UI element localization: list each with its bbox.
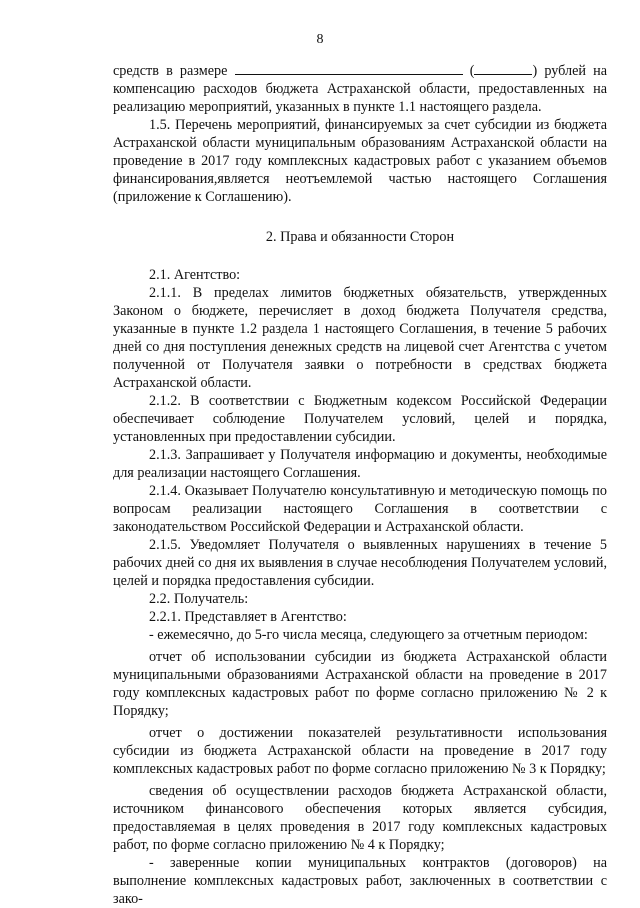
- section-title: 2. Права и обязанности Сторон: [265, 229, 455, 245]
- paragraph-2-1-1: 2.1.1. В пределах лимитов бюджетных обязательств, утвержденных Законом о бюджете, перечисляет в доход бюджета Получателя средства, указанные в пункте 1.2 раздела 1 настоящего Соглашения, в течение 5 рабочих дней со дня поступления денежных средств на лицевой счет Агентства с учетом полученной от Получателя заявки о потребности в средствах бюджета Астраханской области.: [113, 285, 607, 391]
- paragraph-2-2-1: 2.2.1. Представляет в Агентство:: [149, 609, 347, 625]
- page-number: 8: [316, 32, 324, 47]
- paragraph-expenses-info: сведения об осуществлении расходов бюджета Астраханской области, источником финансового обеспечения которых является субсидия, предоставляемая в целях проведения в 2017 году комплексных кадастровых работ, по форме согласно приложению № 4 к Порядку;: [113, 783, 607, 853]
- paragraph-report-usage: отчет об использовании субсидии из бюджета Астраханской области муниципальными образованиями Астраханской области на проведение в 2017 году комплексных кадастровых работ по форме согласно приложению № 2 к Порядку;: [113, 649, 607, 719]
- paragraph-contract-copies: - заверенные копии муниципальных контрактов (договоров) на выполнение комплексных кадастровых работ, заключенных в соответствии с зако-: [113, 855, 607, 907]
- paren-open: (: [469, 63, 475, 79]
- paragraph-2-1: 2.1. Агентство:: [149, 267, 241, 283]
- paragraph-monthly: - ежемесячно, до 5-го числа месяца, следующего за отчетным периодом:: [149, 627, 588, 643]
- amount-words-blank: [474, 62, 532, 75]
- paragraph-report-indicators: отчет о достижении показателей результативности использования субсидии из бюджета Астраханской области на проведение в 2017 году комплексных кадастровых работ по форме согласно приложению № 3 к Порядку;: [113, 725, 607, 777]
- amount-rest: рублей на компенсацию расходов бюджета Астраханской области, предоставленных на реализацию мероприятий, указанных в пункте 1.1 настоящего раздела.: [113, 63, 608, 115]
- document-body: [113, 62, 607, 908]
- paragraph-2-1-3: 2.1.3. Запрашивает у Получателя информацию и документы, необходимые для реализации настоящего Соглашения.: [113, 447, 607, 481]
- amount-blank: [235, 62, 463, 75]
- paragraph-2-2: 2.2. Получатель:: [149, 591, 249, 607]
- paragraph-amount: [113, 62, 607, 116]
- paragraph-2-1-5: 2.1.5. Уведомляет Получателя о выявленных нарушениях в течение 5 рабочих дней со дня их выявления в случае несоблюдения Получателем условий, целей и порядка предоставления субсидии.: [113, 537, 607, 589]
- paragraph-2-1-2: 2.1.2. В соответствии с Бюджетным кодексом Российской Федерации обеспечивает соблюдение Получателем условий, целей и порядка, установленных при предоставлении субсидии.: [113, 393, 607, 445]
- amount-intro: средств в размере: [113, 63, 228, 79]
- paragraph-2-1-4: 2.1.4. Оказывает Получателю консультативную и методическую помощь по вопросам реализации настоящего Соглашения в соответствии с законодательством Российской Федерации и Астраханской области.: [113, 483, 607, 535]
- paren-close: ): [532, 63, 538, 79]
- paragraph-1-5: 1.5. Перечень мероприятий, финансируемых за счет субсидии из бюджета Астраханской области муниципальным образованиям Астраханской области на проведение в 2017 году комплексных кадастровых работ с указанием объемов финансирования,является неотъемлемой частью настоящего Соглашения (приложение к Соглашению).: [113, 117, 607, 205]
